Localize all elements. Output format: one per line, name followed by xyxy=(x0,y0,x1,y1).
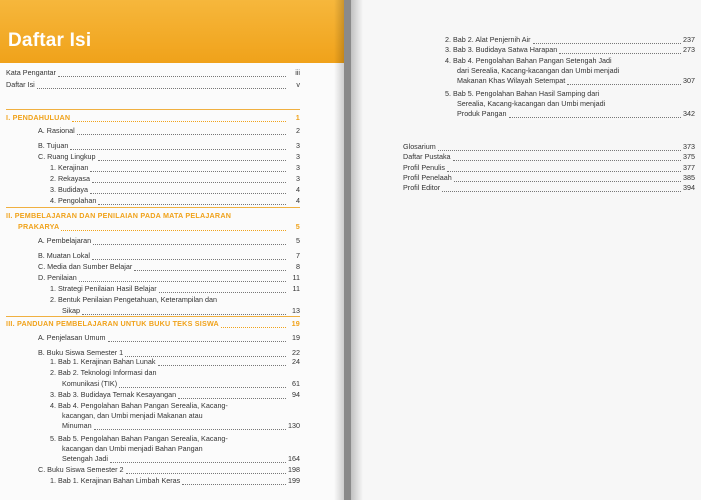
toc-entry[interactable]: 3. Budidaya 4 xyxy=(50,185,300,194)
toc-entry-line1[interactable]: 4. Bab 4. Pengolahan Bahan Pangan Setengah Jadi xyxy=(445,56,612,65)
toc-entry-profil-penelaah[interactable]: Profil Penelaah 385 xyxy=(403,173,695,182)
toc-entry-daftar-pustaka[interactable]: Daftar Pustaka 375 xyxy=(403,152,695,161)
toc-entry[interactable]: A. Pembelajaran 5 xyxy=(38,236,300,245)
toc-entry[interactable]: 3. Bab 3. Budidaya Satwa Harapan 273 xyxy=(445,45,695,54)
toc-entry-line2[interactable]: Serealia, Kacang-kacangan dan Umbi menjadi xyxy=(457,99,606,108)
toc-entry[interactable]: Makanan Khas Wilayah Setempat 307 xyxy=(457,76,695,85)
right-page xyxy=(351,0,701,500)
toc-entry-line2[interactable]: kacangan, dan Umbi menjadi Makanan atau xyxy=(62,411,203,420)
toc-chapter-1[interactable]: I. PENDAHULUAN 1 xyxy=(6,113,300,122)
toc-entry[interactable]: C. Ruang Lingkup 3 xyxy=(38,152,300,161)
toc-entry[interactable]: 4. Pengolahan 4 xyxy=(50,196,300,205)
toc-entry-line2[interactable]: kacangan dan Umbi menjadi Bahan Pangan xyxy=(62,444,203,453)
toc-entry[interactable]: Komunikasi (TIK) 61 xyxy=(62,379,300,388)
page-title: Daftar Isi xyxy=(8,30,92,51)
toc-entry-line2[interactable]: dari Serealia, Kacang-kacangan dan Umbi menjadi xyxy=(457,66,620,75)
toc-entry[interactable]: 1. Kerajinan 3 xyxy=(50,163,300,172)
toc-entry[interactable]: Sikap 13 xyxy=(62,306,300,315)
toc-chapter-3[interactable]: III. PANDUAN PEMBELAJARAN UNTUK BUKU TEKS SISWA 19 xyxy=(6,319,300,328)
toc-entry[interactable]: D. Penilaian 11 xyxy=(38,273,300,282)
chapter-divider xyxy=(6,316,300,317)
toc-entry-glosarium[interactable]: Glosarium 373 xyxy=(403,142,695,151)
toc-entry-daftar-isi[interactable]: Daftar Isi v xyxy=(6,80,300,89)
toc-entry[interactable]: 1. Strategi Penilaian Hasil Belajar 11 xyxy=(50,284,300,293)
toc-entry-profil-penulis[interactable]: Profil Penulis 377 xyxy=(403,163,695,172)
toc-entry[interactable]: 2. Rekayasa 3 xyxy=(50,174,300,183)
toc-entry[interactable]: A. Rasional 2 xyxy=(38,126,300,135)
toc-entry[interactable]: C. Media dan Sumber Belajar 8 xyxy=(38,262,300,271)
toc-entry-line1[interactable]: 5. Bab 5. Pengolahan Bahan Hasil Samping dari xyxy=(445,89,600,98)
toc-entry-line1[interactable]: 5. Bab 5. Pengolahan Bahan Pangan Serealia, Kacang- xyxy=(50,434,228,443)
left-page xyxy=(0,0,344,500)
toc-entry[interactable]: 2. Bab 2. Alat Penjernih Air 237 xyxy=(445,35,695,44)
toc-entry[interactable]: 3. Bab 3. Budidaya Ternak Kesayangan 94 xyxy=(50,390,300,399)
toc-entry[interactable]: C. Buku Siswa Semester 2 198 xyxy=(38,465,300,474)
toc-entry[interactable]: 1. Bab 1. Kerajinan Bahan Lunak 24 xyxy=(50,357,300,366)
chapter-divider xyxy=(6,207,300,208)
chapter-divider xyxy=(6,109,300,110)
toc-entry-line1[interactable]: 4. Bab 4. Pengolahan Bahan Pangan Serealia, Kacang- xyxy=(50,401,228,410)
toc-entry-line1[interactable]: 2. Bab 2. Teknologi Informasi dan xyxy=(50,368,157,377)
toc-entry[interactable]: Setengah Jadi 164 xyxy=(62,454,300,463)
toc-chapter-2-line1[interactable]: II. PEMBELAJARAN DAN PENILAIAN PADA MATA PELAJARAN xyxy=(6,211,232,220)
toc-entry[interactable]: Produk Pangan 342 xyxy=(457,109,695,118)
toc-entry[interactable]: B. Buku Siswa Semester 1 22 xyxy=(38,348,300,357)
toc-entry[interactable]: 1. Bab 1. Kerajinan Bahan Limbah Keras 199 xyxy=(50,476,300,485)
toc-chapter-2[interactable]: PRAKARYA 5 xyxy=(18,222,300,231)
toc-entry-profil-editor[interactable]: Profil Editor 394 xyxy=(403,183,695,192)
toc-entry[interactable]: A. Penjelasan Umum 19 xyxy=(38,333,300,342)
toc-entry[interactable]: Minuman 130 xyxy=(62,421,300,430)
toc-entry[interactable]: B. Muatan Lokal 7 xyxy=(38,251,300,260)
toc-entry[interactable]: B. Tujuan 3 xyxy=(38,141,300,150)
toc-entry-kata-pengantar[interactable]: Kata Pengantar iii xyxy=(6,68,300,77)
toc-entry-line1[interactable]: 2. Bentuk Penilaian Pengetahuan, Keterampilan dan xyxy=(50,295,218,304)
